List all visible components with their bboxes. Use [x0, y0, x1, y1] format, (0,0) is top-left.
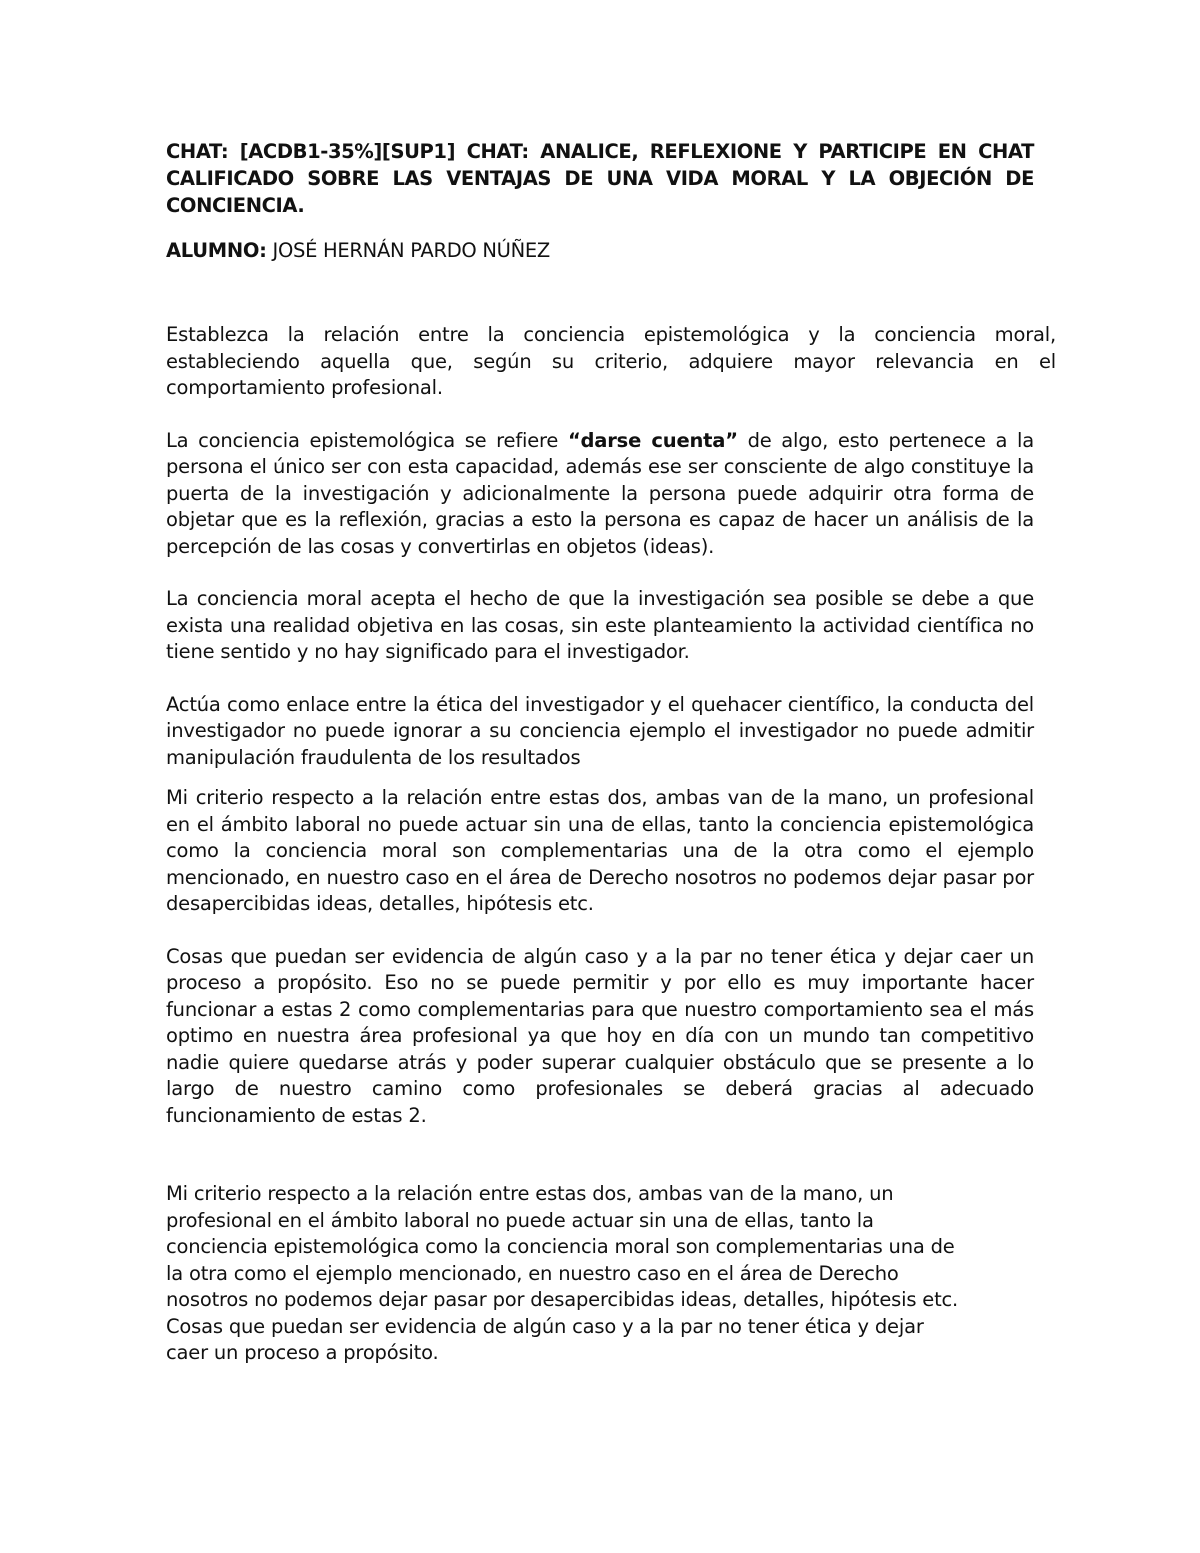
paragraph-moral: La conciencia moral acepta el hecho de que la investigación sea posible se debe a que exista una realidad objetiva en las cosas, sin este planteamiento la actividad científica no tiene sentido y no hay significado para el investigador. — [166, 587, 1034, 663]
document-page — [166, 138, 1056, 1367]
summary-line: caer un proceso a propósito. — [166, 1341, 439, 1364]
student-name: JOSÉ HERNÁN PARDO NÚÑEZ — [266, 239, 550, 262]
paragraph-link: Actúa como enlace entre la ética del investigador y el quehacer científico, la conducta del investigador no puede ignorar a su conciencia ejemplo el investigador no puede admitir manipulación fraudulenta de los resultados — [166, 692, 1034, 769]
paragraph-epistemological — [166, 428, 1034, 561]
summary-line: la otra como el ejemplo mencionado, en nuestro caso en el área de Derecho — [166, 1261, 899, 1285]
summary-line: nosotros no podemos dejar pasar por desapercibidas ideas, detalles, hipótesis etc. — [166, 1288, 959, 1311]
summary-line: Cosas que puedan ser evidencia de algún caso y a la par no tener ética y dejar — [166, 1314, 924, 1338]
student-line — [166, 237, 1034, 264]
p1-emphasis: “darse cuenta” — [567, 428, 738, 452]
summary-line: profesional en el ámbito laboral no puede actuar sin una de ellas, tanto la — [166, 1208, 874, 1232]
paragraph-criterion: Mi criterio respecto a la relación entre estas dos, ambas van de la mano, un profesional en el ámbito laboral no puede actuar sin una de ellas, tanto la conciencia epistemológica como la conciencia moral son complementarias una de la otra como el ejemplo mencionado, en nuestro caso en el área de Derecho nosotros no podemos dejar pasar por desapercibidas ideas, detalles, hipótesis etc. — [166, 786, 1034, 915]
summary-line: Mi criterio respecto a la relación entre estas dos, ambas van de la mano, un — [166, 1182, 894, 1205]
question-paragraph: Establezca la relación entre la conciencia epistemológica y la conciencia moral, estableciendo aquella que, según su criterio, adquiere mayor relevancia en el comportamiento profesional. — [166, 323, 1056, 399]
paragraph-evidence: Cosas que puedan ser evidencia de algún caso y a la par no tener ética y dejar caer un proceso a propósito. Eso no se puede permitir y por ello es muy importante hacer funcionar a estas 2 como complementarias para que nuestro comportamiento sea el más optimo en nuestra área profesional ya que hoy en día con un mundo tan competitivo nadie quiere quedarse atrás y poder superar cualquier obstáculo que se presente a lo largo de nuestro camino como profesionales se deberá gracias al adecuado funcionamiento de estas 2. — [166, 944, 1034, 1127]
summary-line: conciencia epistemológica como la conciencia moral son complementarias una de — [166, 1235, 955, 1258]
student-label: ALUMNO: — [166, 239, 267, 262]
p1-text-before: La conciencia epistemológica se refiere — [166, 428, 568, 452]
paragraph-summary — [166, 1181, 966, 1367]
document-title: CHAT: [ACDB1-35%][SUP1] CHAT: ANALICE, REFLEXIONE Y PARTICIPE EN CHAT CALIFICADO SOBRE LAS VENTAJAS DE UNA VIDA MORAL Y LA OBJECIÓN DE CONCIENCIA. — [166, 140, 1034, 217]
p1-text-after: de algo, esto pertenece a la persona el único ser con esta capacidad, además ese ser consciente de algo constituye la puerta de la investigación y adicionalmente la persona puede adquirir otra forma de objetar que es la reflexión, gracias a esto la persona es capaz de hacer un análisis de la percepción de las cosas y convertirlas en objetos (ideas). — [166, 428, 1034, 558]
